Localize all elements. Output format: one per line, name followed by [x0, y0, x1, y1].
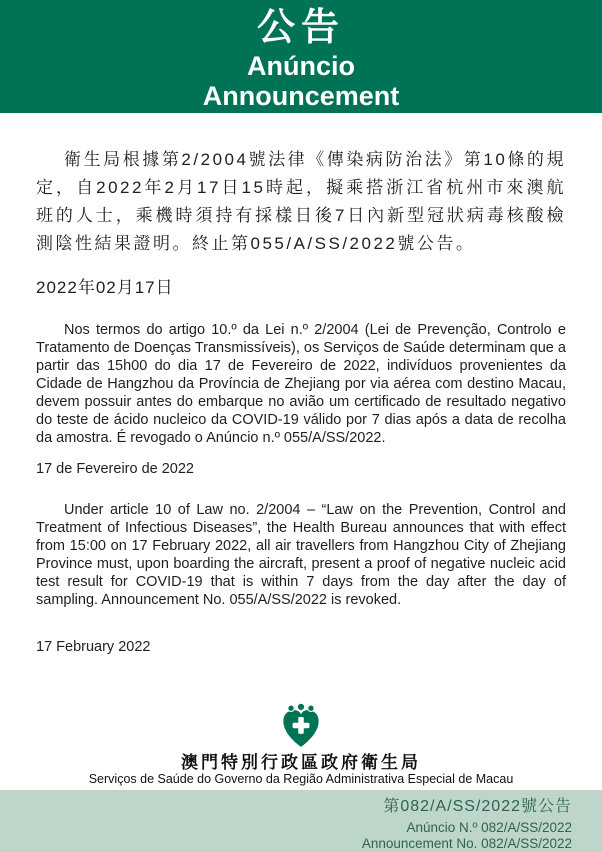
announcement-number-pt: Anúncio N.º 082/A/SS/2022 — [406, 820, 572, 835]
page-title-en: Announcement — [202, 81, 400, 111]
health-bureau-heart-cross-logo-icon — [278, 703, 324, 751]
date-chinese: 2022年02月17日 — [36, 278, 174, 297]
page-title-pt: Anúncio — [247, 51, 355, 81]
reference-band — [0, 790, 602, 852]
paragraph-chinese: 衛生局根據第2/2004號法律《傳染病防治法》第10條的規定，自2022年2月17日15時起，擬乘搭浙江省杭州市來澳航班的人士，乘機時須持有採樣日後7日內新型冠狀病毒核酸檢測陰性結果證明。終止第055/A/SS/2022號公告。 — [36, 150, 566, 253]
page-title-zh: 公告 — [256, 7, 345, 49]
title-banner — [0, 0, 602, 113]
paragraph-english: Under article 10 of Law no. 2/2004 – “Law on the Prevention, Control and Treatment of Infectious Diseases”, the Health Bureau announces that with effect from 15:00 on 17 February 2022, all air travellers from Hangzhou City of Zhejiang Province must, upon boarding the aircraft, present a proof of negative nucleic acid test result for COVID-19 that is within 7 days from the day after the day of sampling. Announcement No. 055/A/SS/2022 is revoked. — [36, 502, 566, 608]
issuer-name-pt: Serviços de Saúde do Governo da Região Administrativa Especial de Macau — [88, 772, 514, 786]
date-english: 17 February 2022 — [36, 639, 151, 655]
paragraph-portuguese: Nos termos do artigo 10.º da Lei n.º 2/2004 (Lei de Prevenção, Controlo e Tratamento de Doenças Transmissíveis), os Serviços de Saúde determinam que a partir das 15h00 do dia 17 de Fevereiro de 2022, indivíduos provenientes da Cidade de Hangzhou da Província de Zhejiang por via aérea com destino Macau, devem possuir antes do embarque no avião um certificado de resultado negativo do teste de ácido nucleico da COVID-19 válido por 7 dias após a data de recolha da amostra. É revogado o Anúncio n.º 055/A/SS/2022. — [36, 322, 566, 446]
document-body — [0, 146, 602, 655]
issuer-block — [0, 703, 602, 790]
date-portuguese: 17 de Fevereiro de 2022 — [36, 461, 194, 477]
announcement-number-en: Announcement No. 082/A/SS/2022 — [361, 836, 572, 851]
issuer-name-zh: 澳門特別行政區政府衛生局 — [181, 753, 421, 772]
announcement-number-zh: 第082/A/SS/2022號公告 — [383, 798, 572, 815]
